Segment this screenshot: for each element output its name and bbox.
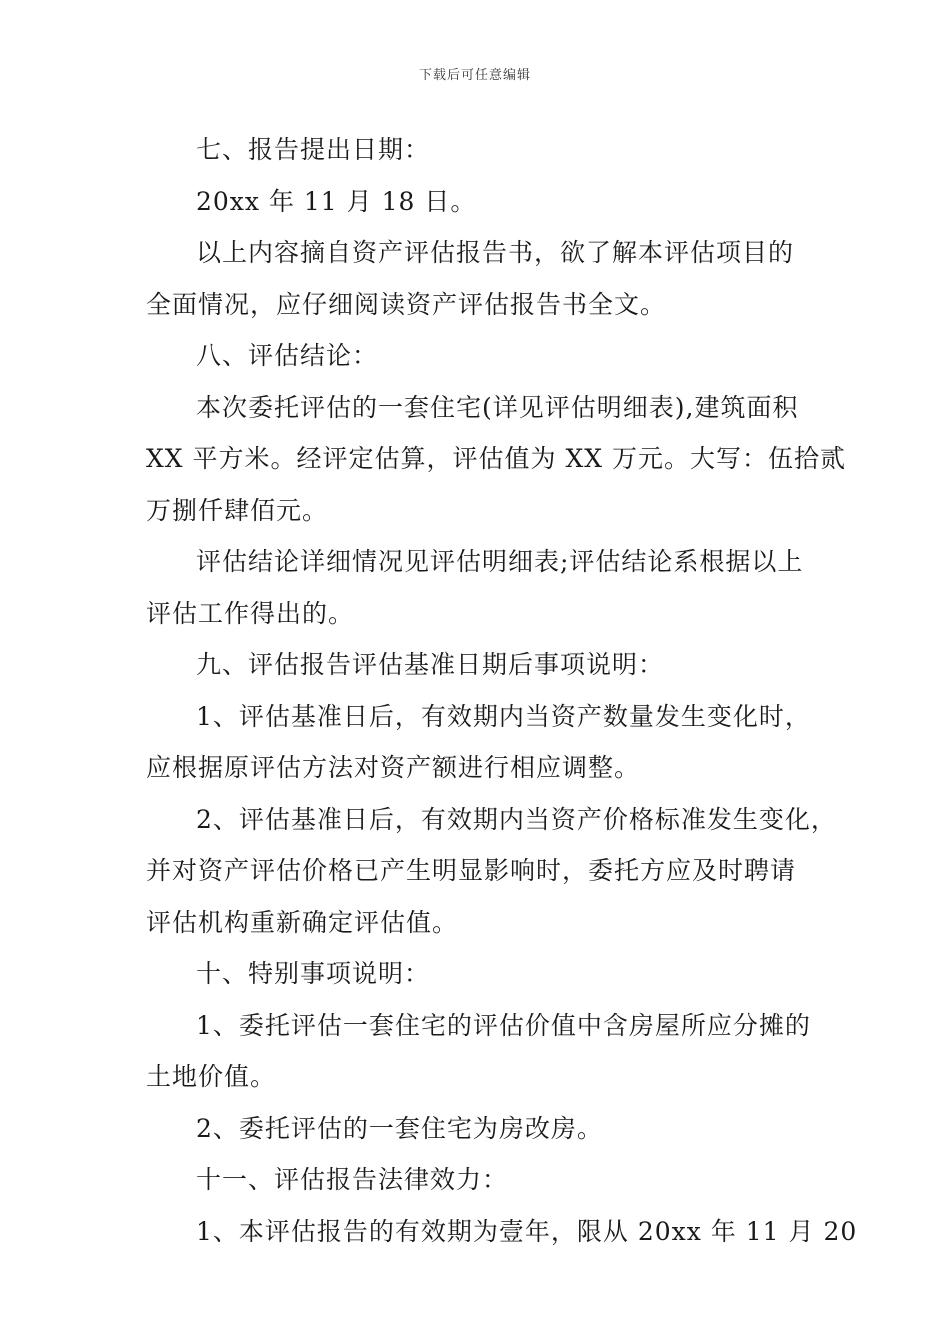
list-item-line: 2、评估基准日后，有效期内当资产价格标准发生变化， bbox=[196, 804, 837, 834]
list-item-line: 评估机构重新确定评估值。 bbox=[146, 907, 459, 937]
document-body bbox=[146, 124, 858, 1257]
section-heading-10: 十、特别事项说明： bbox=[196, 959, 431, 988]
paragraph-line: 以上内容摘自资产评估报告书，欲了解本评估项目的 bbox=[196, 238, 795, 267]
list-item-line: 1、评估基准日后，有效期内当资产数量发生变化时， bbox=[196, 701, 811, 731]
section-heading-8: 八、评估结论： bbox=[196, 341, 379, 370]
list-item-line: 1、本评估报告的有效期为壹年，限从 20xx 年 11 月 20 bbox=[196, 1216, 858, 1246]
section-heading-11: 十一、评估报告法律效力： bbox=[196, 1165, 509, 1194]
paragraph-line: 万捌仟肆佰元。 bbox=[146, 495, 329, 525]
list-item-line: 应根据原评估方法对资产额进行相应调整。 bbox=[146, 753, 641, 782]
paragraph-line: XX 平方米。经评定估算，评估值为 XX 万元。大写：伍拾贰 bbox=[146, 444, 847, 473]
report-date: 20xx 年 11 月 18 日。 bbox=[196, 186, 477, 216]
list-item-line: 并对资产评估价格已产生明显影响时，委托方应及时聘请 bbox=[146, 856, 797, 885]
list-item-line: 1、委托评估一套住宅的评估价值中含房屋所应分摊的 bbox=[196, 1010, 811, 1040]
paragraph-line: 全面情况，应仔细阅读资产评估报告书全文。 bbox=[146, 289, 667, 319]
paragraph-line: 本次委托评估的一套住宅(详见评估明细表),建筑面积 bbox=[196, 392, 799, 422]
list-item-line: 2、委托评估的一套住宅为房改房。 bbox=[196, 1113, 603, 1143]
paragraph-line: 评估结论详细情况见评估明细表;评估结论系根据以上 bbox=[196, 547, 804, 576]
page-header: 下载后可任意编辑 bbox=[418, 68, 531, 83]
section-heading-9: 九、评估报告评估基准日期后事项说明： bbox=[196, 650, 665, 679]
paragraph-line: 评估工作得出的。 bbox=[146, 598, 355, 628]
section-heading-7: 七、报告提出日期： bbox=[196, 135, 431, 164]
list-item-line: 土地价值。 bbox=[146, 1062, 277, 1091]
